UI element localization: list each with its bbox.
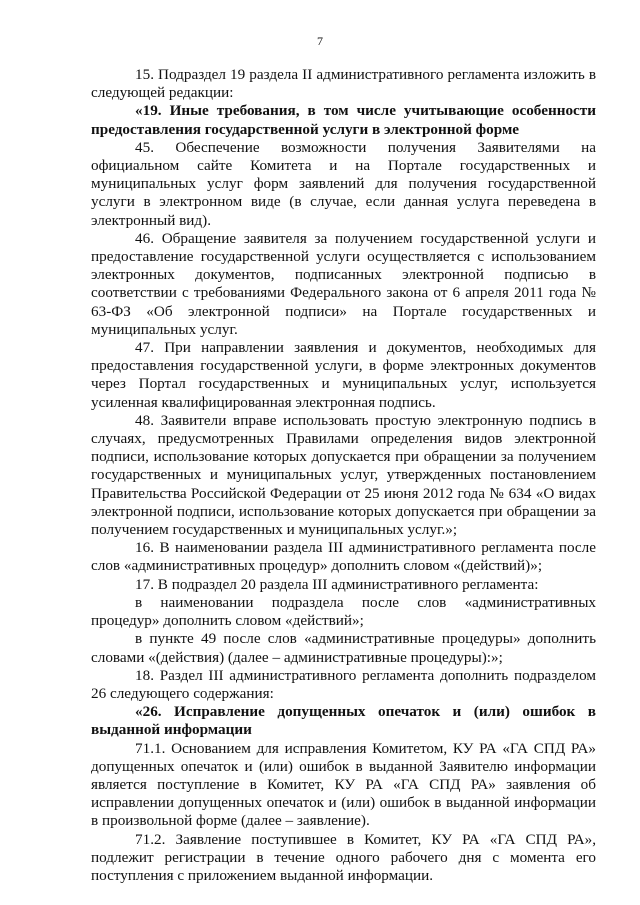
paragraph-item-17: 17. В подраздел 20 раздела III административного регламента: (135, 575, 539, 593)
paragraph-point-48: 48. Заявители вправе использовать простую электронную подпись в случаях, предусмотренных Правилами определения видов электронной подписи, использование которых допускается при обращении за получением государственных и муниципальных услуг, утвержденных постановлением Правительства Российской Федерации от 25 июня 2012 года № 634 «О видах электронной подписи, использование которых допускается при обращении за получением государственных и муниципальных услуг.»; (91, 411, 596, 539)
paragraph-item-17-b: в пункте 49 после слов «административные процедуры» дополнить словами «(действия) (далее – административные процедуры):»; (91, 630, 596, 666)
paragraph-item-17-a: в наименовании подраздела после слов «административных процедур» дополнить словом «действий»; (91, 593, 596, 630)
section-heading-19: «19. Иные требования, в том числе учитывающие особенности предоставления государственной услуги в электронной форме (91, 102, 596, 138)
paragraph-point-71-2: 71.2. Заявление поступившее в Комитет, КУ РА «ГА СПД РА», подлежит регистрации в течение одного рабочего дня с момента его поступления с приложением выданной информации. (91, 830, 596, 884)
section-heading-26: «26. Исправление допущенных опечаток и (или) ошибок в выданной информации (91, 703, 596, 739)
paragraph-item-15: 15. Подраздел 19 раздела II административного регламента изложить в следующей редакции: (91, 66, 596, 102)
paragraph-point-46: 46. Обращение заявителя за получением государственной услуги и предоставление государственной услуги осуществляется с использованием электронных документов, подписанных электронной подписью в соответствии с требованиями Федерального закона от 6 апреля 2011 года № 63-ФЗ «Об электронной подписи» на Портале государственных и муниципальных услуг. (91, 229, 596, 338)
document-body (91, 66, 596, 885)
paragraph-point-47: 47. При направлении заявления и документов, необходимых для предоставления государственной услуги, в форме электронных документов через Портал государственных и муниципальных услуг, используется усиленная квалифицированная электронная подпись. (91, 339, 596, 411)
page-number: 7 (317, 34, 323, 48)
paragraph-item-18: 18. Раздел III административного регламента дополнить подразделом 26 следующего содержания: (91, 666, 596, 702)
paragraph-item-16: 16. В наименовании раздела III административного регламента после слов «административных процедур» дополнить словом «(действий)»; (91, 539, 596, 575)
paragraph-point-71-1: 71.1. Основанием для исправления Комитетом, КУ РА «ГА СПД РА» допущенных опечаток и (или) ошибок в выданной Заявителю информации является поступление в Комитет, КУ РА «ГА СПД РА» заявления об исправлении допущенных опечаток и (или) ошибок в выданной информации в произвольной форме (далее – заявление). (91, 739, 596, 830)
paragraph-point-45: 45. Обеспечение возможности получения Заявителями на официальном сайте Комитета и на Портале государственных и муниципальных услуг форм заявлений для получения государственной услуги в электронном виде (в случае, если данная услуга переведена в электронный вид). (91, 138, 596, 229)
